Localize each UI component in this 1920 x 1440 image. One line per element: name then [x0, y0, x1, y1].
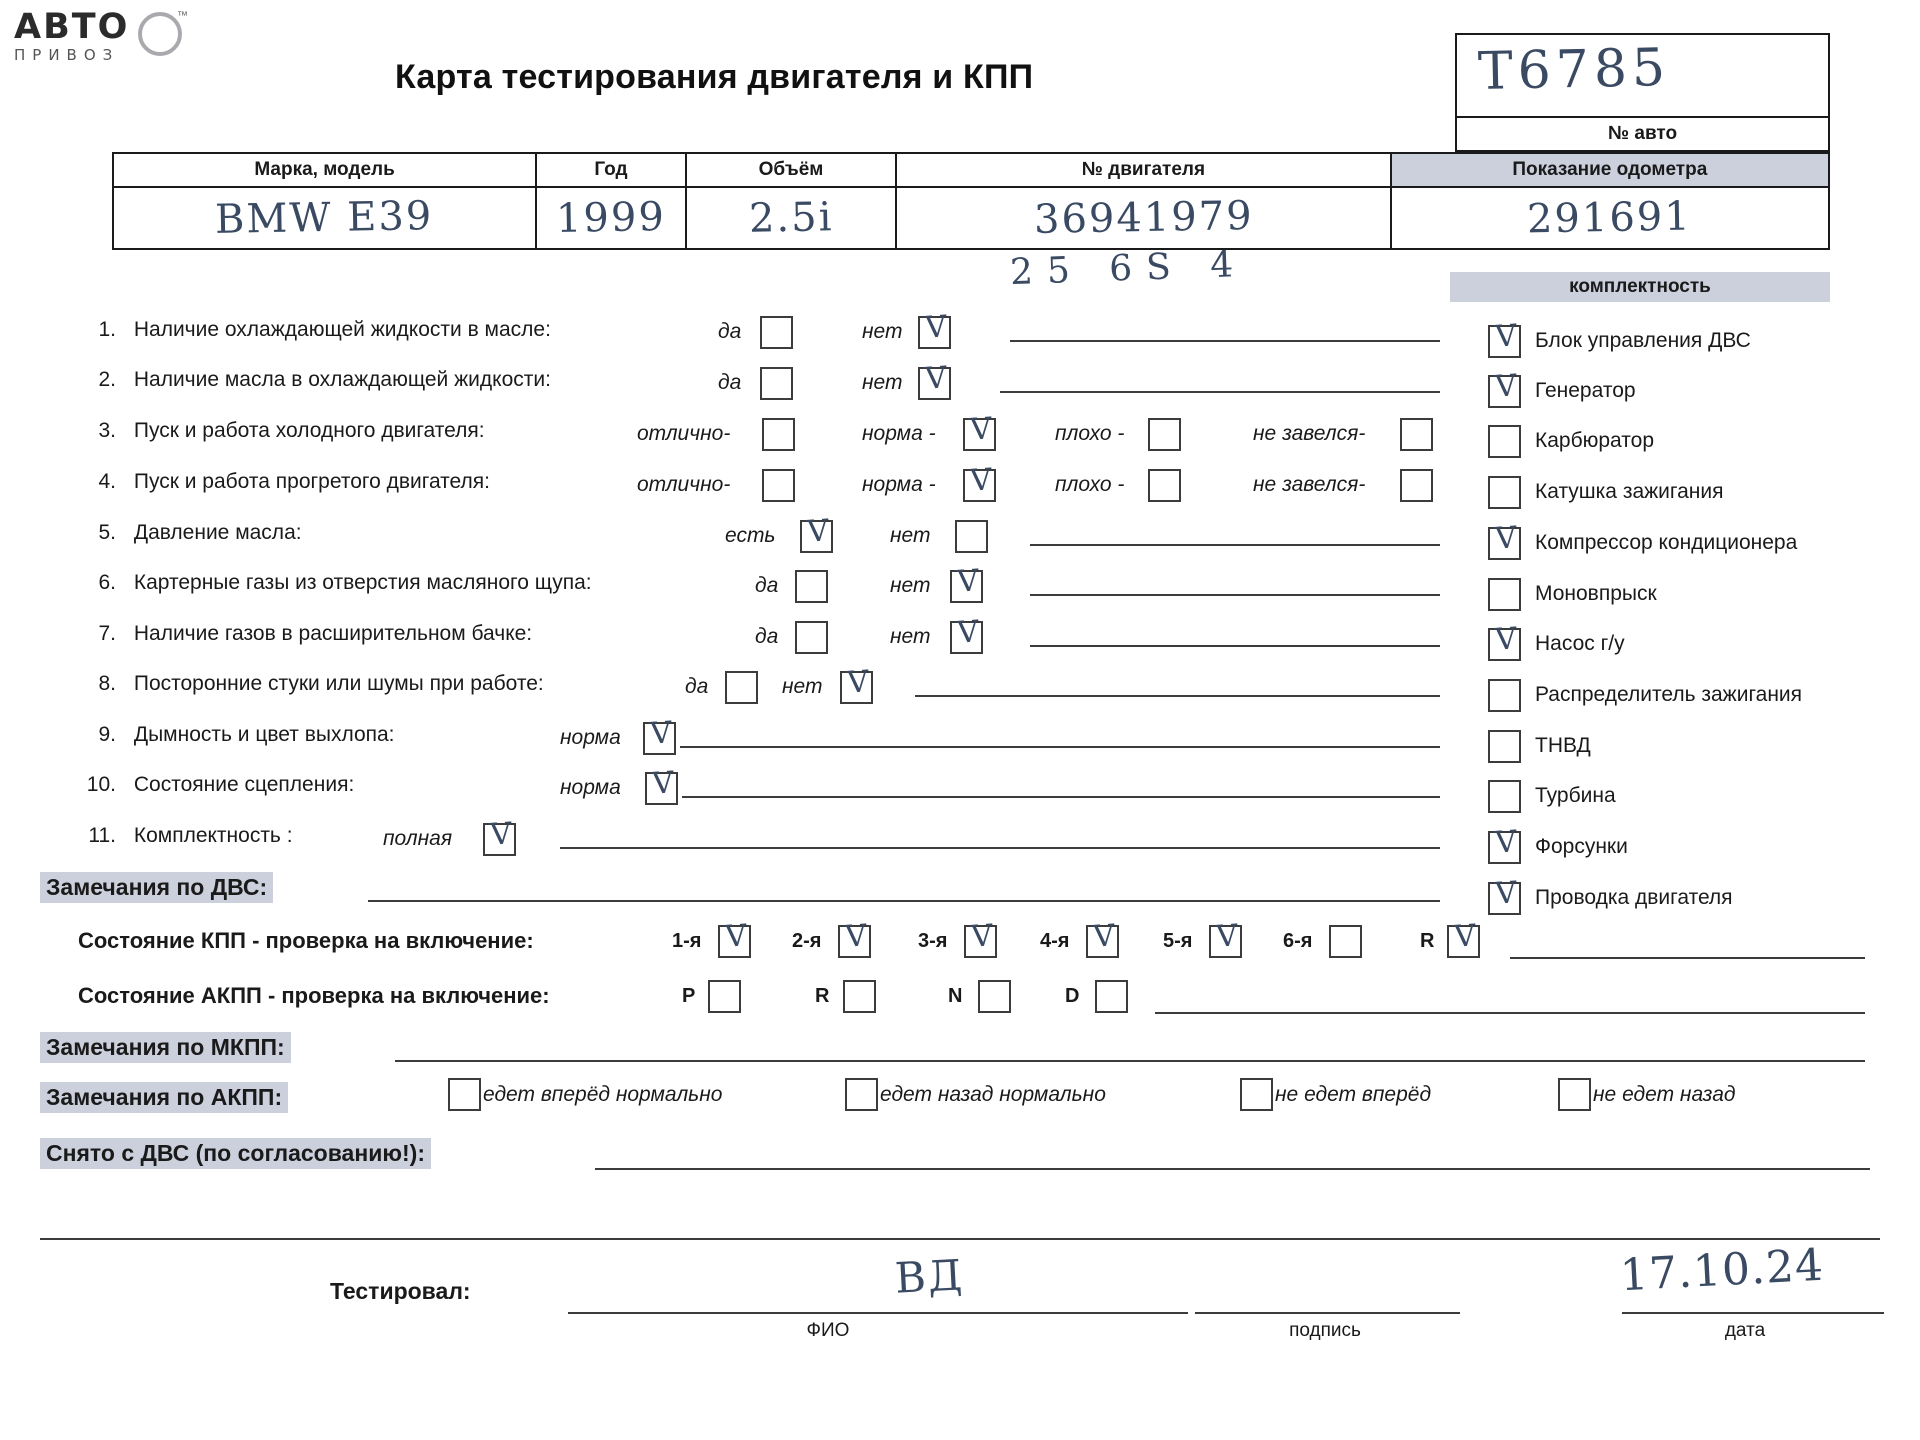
question-text-7: Наличие газов в расширительном бачке:: [133, 622, 533, 645]
kpp-gear-label-4: 4-я: [1040, 930, 1070, 952]
question-text-4: Пуск и работа прогретого двигателя:: [133, 470, 490, 493]
completeness-label-0: Блок управления ДВС: [1535, 329, 1751, 353]
removed-parts-line[interactable]: [595, 1168, 1870, 1170]
completeness-checkbox-2[interactable]: [1488, 425, 1521, 458]
kpp-gear-checkbox-2[interactable]: [838, 925, 871, 958]
completeness-label-9: Турбина: [1535, 784, 1616, 808]
completeness-checkbox-8[interactable]: [1488, 730, 1521, 763]
value-odometer-text: 291691: [1527, 193, 1693, 243]
value-engine-number: [896, 187, 1390, 249]
signature-caption: подпись: [1289, 1320, 1361, 1341]
brand-logo: [14, 8, 199, 80]
mkpp-notes-line[interactable]: [395, 1060, 1865, 1062]
kpp-gear-label-1: 1-я: [672, 930, 702, 952]
akpp-option-checkbox-0[interactable]: [448, 1078, 481, 1111]
completeness-item-3[interactable]: [1488, 476, 1723, 509]
col-header-make: Марка, модель: [113, 153, 536, 187]
value-volume-text: 2.5i: [748, 194, 834, 242]
q10-comment-line[interactable]: [682, 774, 1440, 798]
completeness-checkbox-4[interactable]: [1488, 527, 1521, 560]
q7-option-label-no: нет: [890, 625, 931, 648]
q8-comment-line[interactable]: [915, 673, 1440, 697]
value-make: [113, 187, 536, 249]
question-number-11: 11.: [88, 824, 116, 847]
question-row-6: [78, 571, 592, 611]
value-odometer: [1391, 187, 1829, 249]
completeness-label-1: Генератор: [1535, 379, 1636, 403]
date-caption: дата: [1724, 1320, 1766, 1341]
tested-by-label: Тестировал:: [330, 1278, 471, 1304]
completeness-label-7: Распределитель зажигания: [1535, 683, 1803, 707]
table-header-row: [113, 153, 1829, 187]
question-text-11: Комплектность :: [133, 824, 293, 847]
completeness-checkbox-10[interactable]: [1488, 831, 1521, 864]
trademark-symbol: ™: [177, 10, 188, 22]
akpp-option-label-0: едет вперёд нормально: [483, 1083, 723, 1106]
akpp-pos-label-d: D: [1065, 985, 1080, 1007]
completeness-label-8: ТНВД: [1535, 734, 1591, 758]
question-text-1: Наличие охлаждающей жидкости в масле:: [133, 318, 551, 341]
col-header-odometer: Показание одометра: [1391, 153, 1829, 187]
kpp-gear-checkbox-6[interactable]: [1329, 925, 1362, 958]
q4-option-label-normal: норма -: [862, 473, 936, 496]
q10-option-label-normal: норма: [560, 776, 621, 799]
q5-checkbox-present[interactable]: [800, 520, 833, 553]
completeness-label-3: Катушка зажигания: [1535, 480, 1724, 504]
auto-number-label: № авто: [1455, 118, 1830, 152]
q2-checkbox-yes[interactable]: [760, 367, 793, 400]
q2-comment-line-main[interactable]: [1000, 369, 1440, 393]
completeness-item-1[interactable]: [1488, 375, 1636, 408]
q3-checkbox-nostart[interactable]: [1400, 418, 1433, 451]
auto-number-value: Т6785: [1477, 37, 1671, 103]
completeness-checkbox-9[interactable]: [1488, 780, 1521, 813]
completeness-item-2[interactable]: [1488, 425, 1654, 458]
completeness-checkbox-6[interactable]: [1488, 628, 1521, 661]
kpp-gear-label-5: 5-я: [1163, 930, 1193, 952]
question-number-7: 7.: [98, 622, 116, 645]
logo-sub-text: ПРИВОЗ: [14, 46, 120, 64]
completeness-label-2: Карбюратор: [1535, 429, 1655, 453]
akpp-pos-checkbox-p[interactable]: [708, 980, 741, 1013]
question-row-7: [78, 622, 532, 662]
completeness-checkbox-1[interactable]: [1488, 375, 1521, 408]
question-row-3: [78, 419, 485, 459]
q4-option-label-excellent: отлично-: [637, 473, 731, 496]
q10-checkbox-normal[interactable]: [645, 772, 678, 805]
completeness-label-11: Проводка двигателя: [1535, 886, 1733, 910]
question-row-5: [78, 521, 302, 561]
akpp-check-label: Состояние АКПП - проверка на включение:: [78, 983, 550, 1008]
kpp-check-label: Состояние КПП - проверка на включение:: [78, 928, 534, 953]
q11-checkbox-full[interactable]: [483, 823, 516, 856]
value-make-text: BMW E39: [215, 193, 435, 243]
kpp-gear-label-2: 2-я: [792, 930, 822, 952]
akpp-pos-label-n: N: [948, 985, 963, 1007]
fio-handwritten-value: ВД: [893, 1250, 966, 1303]
kpp-comment-line[interactable]: [1510, 935, 1865, 959]
date-line[interactable]: [1622, 1312, 1884, 1314]
q4-option-label-nostart: не завелся-: [1253, 473, 1366, 496]
q3-checkbox-normal[interactable]: [963, 418, 996, 451]
col-header-year: Год: [536, 153, 686, 187]
akpp-comment-line[interactable]: [1155, 990, 1865, 1014]
completeness-item-0[interactable]: [1488, 325, 1751, 358]
dvs-notes-line[interactable]: [368, 900, 1440, 902]
akpp-pos-label-p: P: [682, 985, 696, 1007]
q1-option-label-no: нет: [862, 320, 903, 343]
question-text-2: Наличие масла в охлаждающей жидкости:: [133, 368, 551, 391]
question-row-9: [78, 723, 395, 763]
value-engine-number-text: 36941979: [1033, 193, 1254, 243]
question-row-10: [78, 773, 354, 813]
logo-ring-icon: [138, 12, 182, 56]
question-number-1: 1.: [98, 318, 116, 341]
question-number-8: 8.: [98, 672, 116, 695]
question-number-6: 6.: [98, 571, 116, 594]
question-text-6: Картерные газы из отверстия масляного щупа:: [133, 571, 592, 594]
q1-checkbox-no[interactable]: [918, 316, 951, 349]
signature-line[interactable]: [1195, 1312, 1460, 1314]
q6-checkbox-no[interactable]: [950, 570, 983, 603]
q5-option-label-absent: нет: [890, 524, 931, 547]
q5-comment-line[interactable]: [1030, 522, 1440, 546]
akpp-pos-label-r: R: [815, 985, 830, 1007]
logo-main-text: АВТО: [14, 7, 130, 47]
question-row-8: [78, 672, 544, 712]
completeness-item-7[interactable]: [1488, 679, 1802, 712]
completeness-checkbox-7[interactable]: [1488, 679, 1521, 712]
q7-comment-line[interactable]: [1030, 623, 1440, 647]
akpp-pos-checkbox-n[interactable]: [978, 980, 1011, 1013]
vehicle-header-table: [112, 152, 1830, 250]
completeness-item-10[interactable]: [1488, 831, 1628, 864]
q1-option-label-yes: да: [718, 320, 742, 343]
q7-option-label-yes: да: [755, 625, 779, 648]
kpp-gear-checkbox-1[interactable]: [718, 925, 751, 958]
q8-checkbox-yes[interactable]: [725, 671, 758, 704]
akpp-option-label-2: не едет вперёд: [1275, 1083, 1432, 1106]
q3-checkbox-bad[interactable]: [1148, 418, 1181, 451]
value-year-text: 1999: [555, 194, 667, 242]
completeness-label-5: Моновпрыск: [1535, 582, 1657, 606]
question-text-9: Дымность и цвет выхлопа:: [133, 723, 395, 746]
q4-checkbox-nostart[interactable]: [1400, 469, 1433, 502]
completeness-checkbox-5[interactable]: [1488, 578, 1521, 611]
akpp-option-checkbox-2[interactable]: [1240, 1078, 1273, 1111]
q4-option-label-bad: плохо -: [1055, 473, 1125, 496]
fio-caption: ФИО: [806, 1320, 850, 1341]
completeness-item-4[interactable]: [1488, 527, 1797, 560]
akpp-pos-checkbox-d[interactable]: [1095, 980, 1128, 1013]
q8-option-label-yes: да: [685, 675, 709, 698]
value-volume: [686, 187, 896, 249]
akpp-pos-checkbox-r[interactable]: [843, 980, 876, 1013]
date-handwritten-value: 17.10.24: [1618, 1239, 1826, 1302]
q2-checkbox-no[interactable]: [918, 367, 951, 400]
q8-checkbox-no[interactable]: [840, 671, 873, 704]
q4-checkbox-bad[interactable]: [1148, 469, 1181, 502]
question-number-10: 10.: [86, 773, 116, 796]
footer-divider: [40, 1238, 1880, 1240]
kpp-gear-checkbox-r[interactable]: [1447, 925, 1480, 958]
completeness-label-6: Насос г/у: [1535, 632, 1625, 656]
col-header-engine-number: № двигателя: [896, 153, 1390, 187]
completeness-checkbox-11[interactable]: [1488, 882, 1521, 915]
value-year: [536, 187, 686, 249]
q2-option-label-no: нет: [862, 371, 903, 394]
q3-checkbox-excellent[interactable]: [762, 418, 795, 451]
table-value-row: [113, 187, 1829, 249]
q3-option-label-bad: плохо -: [1055, 422, 1125, 445]
kpp-gear-checkbox-3[interactable]: [964, 925, 997, 958]
q9-option-label-normal: норма: [560, 726, 621, 749]
kpp-gear-label-3: 3-я: [918, 930, 948, 952]
q6-checkbox-yes[interactable]: [795, 570, 828, 603]
q1-checkbox-yes[interactable]: [760, 316, 793, 349]
kpp-gear-checkbox-5[interactable]: [1209, 925, 1242, 958]
q11-option-label-full: полная: [383, 827, 453, 850]
engine-number-second-line: 25 6S 4: [1009, 243, 1248, 294]
q6-option-label-no: нет: [890, 574, 931, 597]
question-row-4: [78, 470, 490, 510]
q3-option-label-nostart: не завелся-: [1253, 422, 1366, 445]
question-row-11: [78, 824, 293, 864]
col-header-volume: Объём: [686, 153, 896, 187]
q4-checkbox-normal[interactable]: [963, 469, 996, 502]
completeness-item-8[interactable]: [1488, 730, 1591, 763]
akpp-option-label-3: не едет назад: [1593, 1083, 1736, 1106]
completeness-header: комплектность: [1450, 272, 1830, 302]
question-number-5: 5.: [98, 521, 116, 544]
completeness-label-4: Компрессор кондиционера: [1535, 531, 1798, 555]
kpp-gear-checkbox-4[interactable]: [1086, 925, 1119, 958]
question-text-3: Пуск и работа холодного двигателя:: [133, 419, 485, 442]
q7-checkbox-no[interactable]: [950, 621, 983, 654]
completeness-checkbox-3[interactable]: [1488, 476, 1521, 509]
q7-checkbox-yes[interactable]: [795, 621, 828, 654]
q1-comment-line[interactable]: [1010, 318, 1440, 342]
q5-option-label-present: есть: [725, 524, 776, 547]
completeness-item-6[interactable]: [1488, 628, 1625, 661]
q9-checkbox-normal[interactable]: [643, 722, 676, 755]
question-row-2: [78, 368, 551, 408]
q9-comment-line[interactable]: [680, 724, 1440, 748]
q5-checkbox-absent[interactable]: [955, 520, 988, 553]
fio-line[interactable]: [568, 1312, 1188, 1314]
page-title: Карта тестирования двигателя и КПП: [395, 58, 1034, 96]
question-text-8: Посторонние стуки или шумы при работе:: [133, 672, 544, 695]
question-number-9: 9.: [98, 723, 116, 746]
dvs-notes-label: Замечания по ДВС:: [40, 872, 273, 903]
q3-option-label-excellent: отлично-: [637, 422, 731, 445]
question-number-3: 3.: [98, 419, 116, 442]
q2-option-label-yes: да: [718, 371, 742, 394]
question-text-10: Состояние сцепления:: [133, 773, 355, 796]
akpp-notes-label: Замечания по АКПП:: [40, 1082, 288, 1113]
mkpp-notes-label: Замечания по МКПП:: [40, 1032, 291, 1063]
completeness-checkbox-0[interactable]: [1488, 325, 1521, 358]
completeness-item-11[interactable]: [1488, 882, 1733, 915]
q11-comment-line[interactable]: [560, 825, 1440, 849]
q3-option-label-normal: норма -: [862, 422, 936, 445]
akpp-option-label-1: едет назад нормально: [880, 1083, 1106, 1106]
q6-option-label-yes: да: [755, 574, 779, 597]
question-row-1: [78, 318, 551, 358]
completeness-label-10: Форсунки: [1535, 835, 1628, 859]
question-text-5: Давление масла:: [133, 521, 302, 544]
kpp-gear-label-r: R: [1420, 930, 1435, 952]
q4-checkbox-excellent[interactable]: [762, 469, 795, 502]
akpp-option-checkbox-1[interactable]: [845, 1078, 878, 1111]
removed-parts-label: Снято с ДВС (по согласованию!):: [40, 1138, 431, 1169]
question-number-2: 2.: [98, 368, 116, 391]
completeness-item-5[interactable]: [1488, 578, 1657, 611]
question-number-4: 4.: [98, 470, 116, 493]
q6-comment-line[interactable]: [1030, 572, 1440, 596]
kpp-gear-label-6: 6-я: [1283, 930, 1313, 952]
akpp-option-checkbox-3[interactable]: [1558, 1078, 1591, 1111]
completeness-item-9[interactable]: [1488, 780, 1616, 813]
q8-option-label-no: нет: [782, 675, 823, 698]
